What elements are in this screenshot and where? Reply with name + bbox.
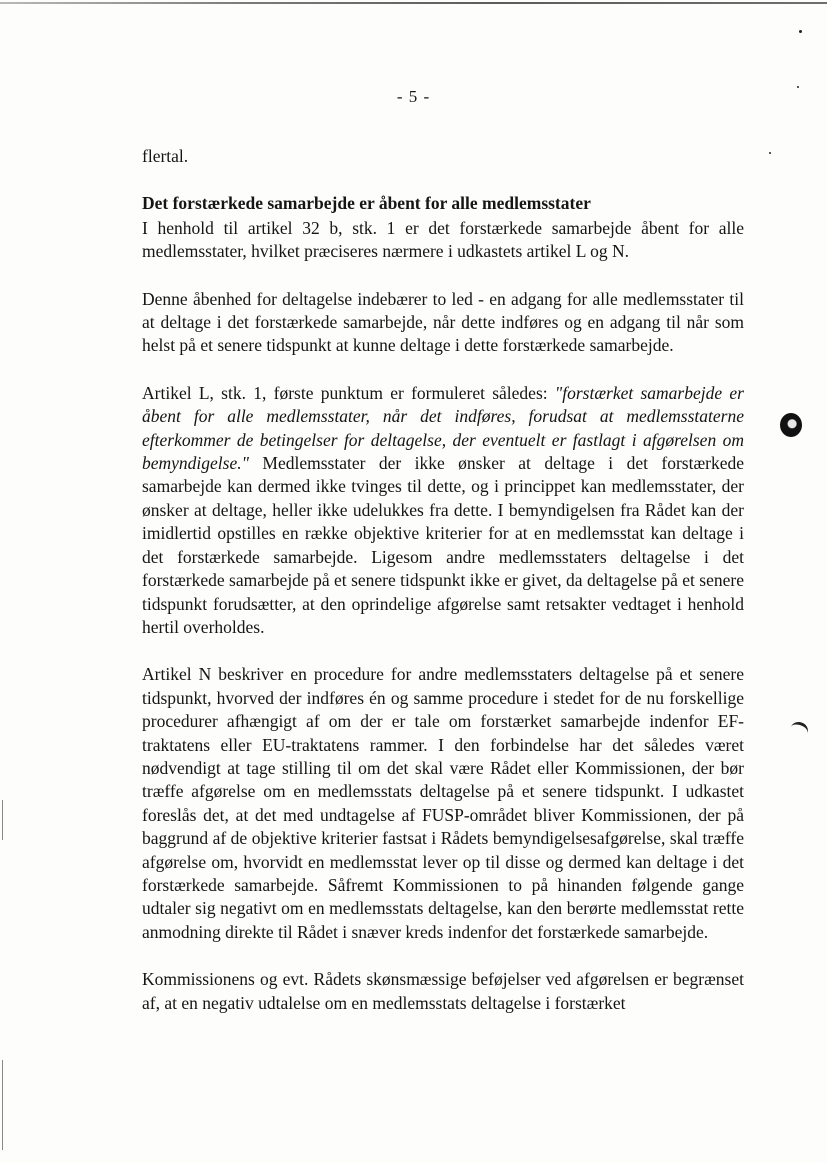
page-number: - 5 - <box>396 87 431 106</box>
scan-dust-mark <box>769 152 771 154</box>
paragraph-article-32b: I henhold til artikel 32 b, stk. 1 er det forstærkede samarbejde åbent for alle medlemsstater, hvilket præciseres nærmere i udkastets artikel L og N. <box>142 217 744 262</box>
paragraph-article-l <box>142 382 744 639</box>
staple-mark-icon <box>788 719 811 741</box>
paragraph-article-n: Artikel N beskriver en procedure for andre medlemsstaters deltagelse på et senere tidspunkt, hvorved der indføres én og samme procedure i stedet for de nu forskellige procedurer afhængigt af om der er tale om forstærket samarbejde indenfor EF-traktatens eller EU-traktatens rammer. I den forbindelse har det således været nødvendigt at tage stilling til om det skal være Rådet eller Kommissionen, der bør træffe afgørelse om en medlemsstats deltagelse på et senere tidspunkt. I udkastet foreslås det, at det med undtagelse af FUSP-området bliver Kommissionen, der på baggrund af de objektive kriterier fastsat i Rådets bemyndigelsesafgørelse, skal træffe afgørelse om, hvorvidt en medlemsstat lever op til disse og dermed kan deltage i det forstærkede samarbejde. Såfremt Kommissionen to på hinanden følgende gange udtaler sig negativt om en medlemsstats deltagelse, kan den berørte medlemsstat rette anmodning direkte til Rådet i snæver kreds indenfor det forstærkede samarbejde. <box>142 664 744 942</box>
punch-hole-icon <box>780 413 802 437</box>
scan-margin-line <box>2 800 3 840</box>
scan-dust-mark <box>799 30 802 33</box>
article-l-rest: Medlemsstater der ikke ønsker at deltage i det forstærkede samarbejde kan dermed ikke tvinges til dette, og i princippet kan medlemsstater, der ønsker at deltage, heller ikke udelukkes fra dette. I bemyndigelsen fra Rådet kan der imidlertid opstilles en række objektive kriterier for at en medlemsstat kan deltage i det forstærkede samarbejde. Ligesom andre medlemsstaters deltagelse i det forstærkede samarbejde på et senere tidspunkt ikke er givet, da deltagelse på et senere tidspunkt forudsætter, at den oprindelige afgørelse samt retsakter vedtaget i henhold hertil overholdes. <box>142 453 744 637</box>
paragraph-continuation: flertal. <box>142 146 189 166</box>
document-body <box>142 145 744 1039</box>
scan-margin-line <box>2 1060 3 1150</box>
article-l-quote: "forstærket samarbejde er åbent for alle medlemsstater, når det indføres, forudsat at medlemsstaterne efterkommer de betingelser for deltagelse, der eventuelt er fastlagt i afgørelsen om bemyndigelse." <box>142 382 744 474</box>
paragraph-openness: Denne åbenhed for deltagelse indebærer to led - en adgang for alle medlemsstater til at deltage i det forstærkede samarbejde, når dette indføres og en adgang til når som helst på et senere tidspunkt at kunne deltage i dette forstærkede samarbejde. <box>142 288 744 356</box>
paragraph-discretion: Kommissionens og evt. Rådets skønsmæssige beføjelser ved afgørelsen er begrænset af, at en negativ udtalelse om en medlemsstats deltagelse i forstærket <box>142 969 744 1013</box>
scan-dust-mark <box>797 86 799 88</box>
section-heading: Det forstærkede samarbejde er åbent for alle medlemsstater <box>142 193 591 214</box>
scan-top-edge-line <box>0 2 827 4</box>
article-l-intro: Artikel L, stk. 1, første punktum er formuleret således: <box>142 382 555 403</box>
